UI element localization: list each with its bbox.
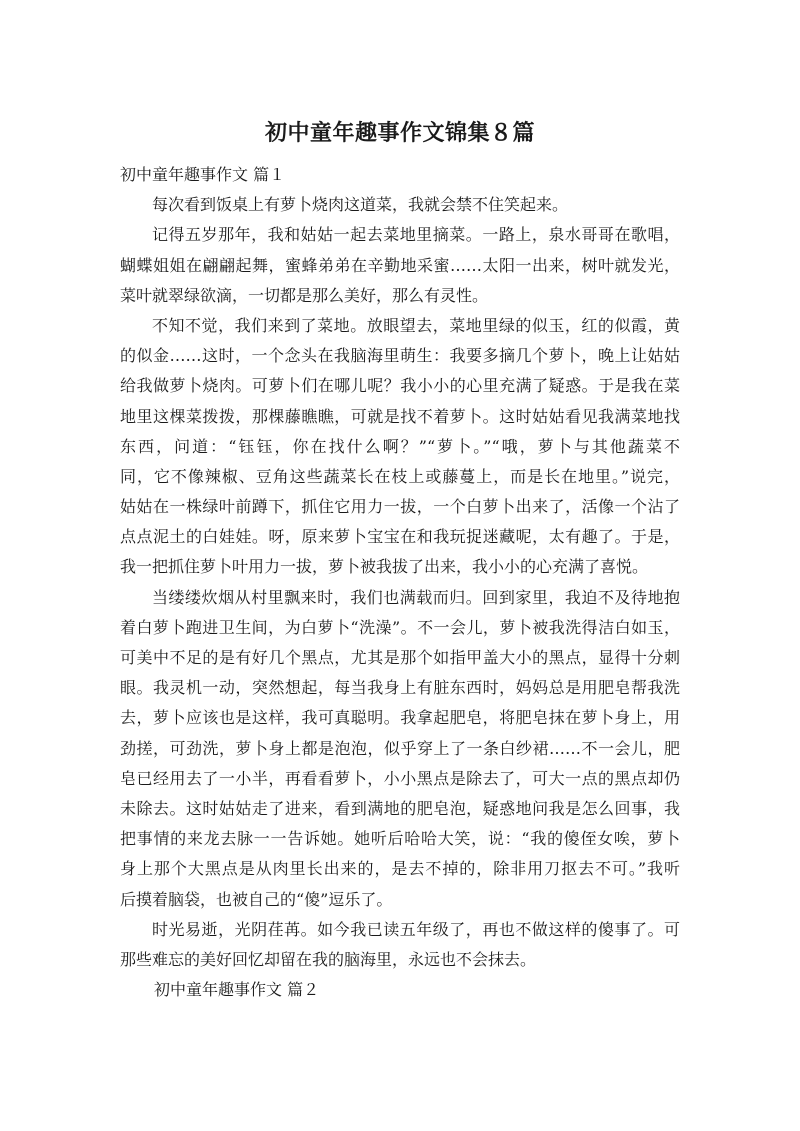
text-line: 去，萝卜应该也是这样，我可真聪明。我拿起肥皂，将肥皂抹在萝卜身上，用: [120, 708, 680, 728]
text-line: 劲搓，可劲洗，萝卜身上都是泡泡，似乎穿上了一条白纱裙……不一会儿，肥: [120, 738, 680, 758]
text-line: 我一把抓住萝卜叶用力一拔，萝卜被我拔了出来，我小小的心充满了喜悦。: [120, 557, 649, 577]
text-line: 每次看到饭桌上有萝卜烧肉这道菜，我就会禁不住笑起来。: [152, 195, 569, 215]
text-line: 蝴蝶姐姐在翩翩起舞，蜜蜂弟弟在辛勤地采蜜……太阳一出来，树叶就发光，: [120, 255, 680, 275]
text-line: 东西，问道：“钰钰，你在找什么啊？”“萝卜。”“哦，萝卜与其他蔬菜不: [120, 436, 680, 456]
text-line: 当缕缕炊烟从村里飘来时，我们也满载而归。回到家里，我迫不及待地抱: [152, 587, 680, 607]
document-title: 初中童年趣事作文锦集８篇: [264, 121, 535, 146]
text-line: 身上那个大黑点是从肉里长出来的，是去不掉的，除非用刀抠去不可。”我听: [120, 859, 680, 879]
text-line: 给我做萝卜烧肉。可萝卜们在哪儿呢？我小小的心里充满了疑惑。于是我在菜: [120, 376, 680, 396]
text-line: 记得五岁那年，我和姑姑一起去菜地里摘菜。一路上，泉水哥哥在歌唱，: [152, 225, 680, 245]
text-line: 时光易逝，光阴荏苒。如今我已读五年级了，再也不做这样的傻事了。可: [152, 919, 680, 939]
text-line: 地里这棵菜拨拨，那棵藤瞧瞧，可就是找不着萝卜。这时姑姑看见我满菜地找: [120, 406, 680, 426]
text-line: 把事情的来龙去脉一一告诉她。她听后哈哈大笑，说：“我的傻侄女唉，萝卜: [120, 829, 680, 849]
section-heading: 初中童年趣事作文 篇２: [154, 980, 320, 1000]
text-line: 可美中不足的是有好几个黑点，尤其是那个如指甲盖大小的黑点，显得十分刺: [120, 648, 680, 667]
text-line: 同，它不像辣椒、豆角这些蔬菜长在枝上或藤蔓上，而是长在地里。”说完，: [120, 466, 680, 486]
text-line: 后摸着脑袋，也被自己的“傻”逗乐了。: [120, 889, 393, 909]
section-heading: 初中童年趣事作文 篇１: [120, 165, 286, 184]
text-line: 未除去。这时姑姑走了进来，看到满地的肥皂泡，疑惑地问我是怎么回事，我: [120, 798, 680, 818]
document-body: [120, 160, 680, 1005]
text-line: 着白萝卜跑进卫生间，为白萝卜“洗澡”。不一会儿，萝卜被我洗得洁白如玉，: [120, 617, 680, 637]
text-line: 皂已经用去了一小半，再看看萝卜，小小黑点是除去了，可大一点的黑点却仍: [120, 768, 680, 788]
text-line: 菜叶就翠绿欲滴，一切都是那么美好，那么有灵性。: [120, 285, 489, 305]
text-line: 那些难忘的美好回忆却留在我的脑海里，永远也不会抹去。: [120, 949, 537, 969]
text-line: 不知不觉，我们来到了菜地。放眼望去，菜地里绿的似玉，红的似霞，黄: [152, 315, 680, 335]
text-line: 点点泥土的白娃娃。呀，原来萝卜宝宝在和我玩捉迷藏呢，太有趣了。于是，: [120, 527, 680, 547]
text-line: 眼。我灵机一动，突然想起，每当我身上有脏东西时，妈妈总是用肥皂帮我洗: [120, 678, 680, 698]
text-line: 的似金……这时，一个念头在我脑海里萌生：我要多摘几个萝卜，晚上让姑姑: [120, 346, 680, 366]
text-line: 姑姑在一株绿叶前蹲下，抓住它用力一拔，一个白萝卜出来了，活像一个沾了: [120, 497, 680, 517]
